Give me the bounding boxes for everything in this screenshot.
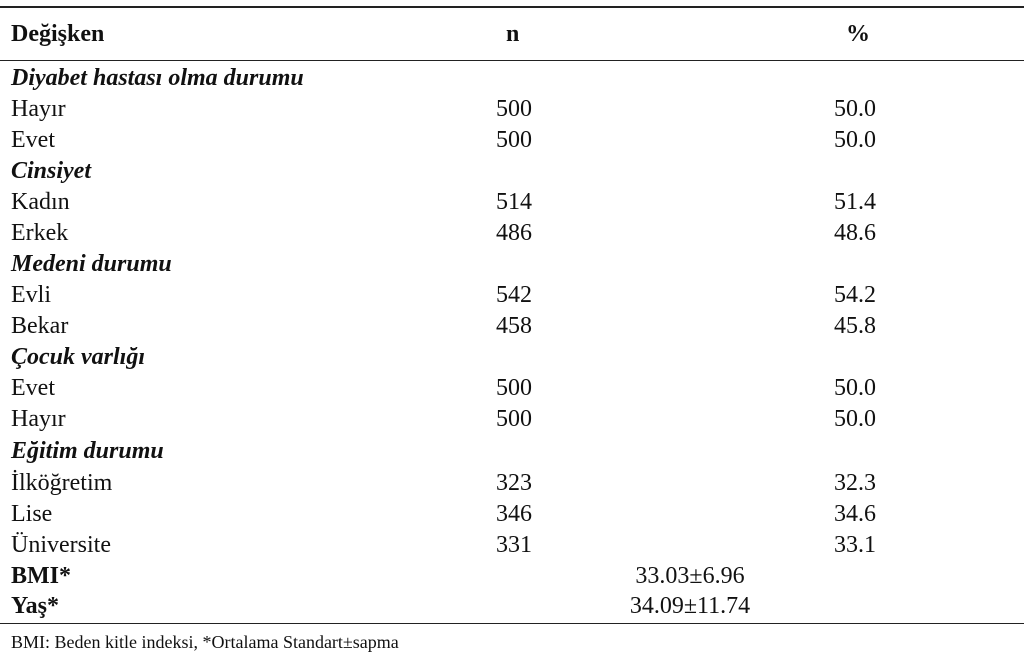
- table-bottom-rule: [0, 623, 1024, 624]
- table-row: [0, 218, 1024, 249]
- table-header-row: [0, 19, 1024, 50]
- row-percent: 50.0: [834, 406, 876, 432]
- row-label: Bekar: [11, 313, 69, 339]
- table-row: [0, 530, 1024, 561]
- row-n: 458: [496, 313, 532, 339]
- section-children: [0, 342, 1024, 373]
- row-percent: 50.0: [834, 375, 876, 401]
- summary-row-age: [0, 591, 1024, 622]
- summary-row-bmi: [0, 561, 1024, 592]
- section-education: [0, 436, 1024, 467]
- header-n: n: [506, 21, 520, 47]
- row-label: İlköğretim: [11, 470, 113, 496]
- table-row: [0, 468, 1024, 499]
- row-n: 331: [496, 532, 532, 558]
- row-percent: 54.2: [834, 282, 876, 308]
- section-label: Diyabet hastası olma durumu: [11, 65, 304, 91]
- table-row: [0, 94, 1024, 125]
- row-label: Hayır: [11, 96, 66, 122]
- row-label: Erkek: [11, 220, 69, 246]
- row-label: Üniversite: [11, 532, 111, 558]
- row-percent: 33.1: [834, 532, 876, 558]
- section-gender: [0, 156, 1024, 187]
- table-top-rule: [0, 6, 1024, 8]
- section-label: Cinsiyet: [11, 158, 92, 184]
- table-row: [0, 373, 1024, 404]
- row-percent: 45.8: [834, 313, 876, 339]
- row-percent: 50.0: [834, 127, 876, 153]
- row-percent: 32.3: [834, 470, 876, 496]
- table-row: [0, 311, 1024, 342]
- row-label: Evli: [11, 282, 51, 308]
- table-row: [0, 187, 1024, 218]
- header-percent: %: [846, 21, 870, 47]
- table-row: [0, 280, 1024, 311]
- section-diabetes: [0, 63, 1024, 94]
- row-label: BMI*: [11, 563, 71, 589]
- table-row: [0, 499, 1024, 530]
- row-n: 486: [496, 220, 532, 246]
- table-row: [0, 125, 1024, 156]
- row-label: Lise: [11, 501, 53, 527]
- row-percent: 50.0: [834, 96, 876, 122]
- row-n: 346: [496, 501, 532, 527]
- row-n: 500: [496, 96, 532, 122]
- section-label: Eğitim durumu: [11, 438, 164, 464]
- table-row: [0, 404, 1024, 435]
- row-n: 500: [496, 406, 532, 432]
- row-label: Evet: [11, 375, 55, 401]
- row-n: 500: [496, 375, 532, 401]
- row-n: 323: [496, 470, 532, 496]
- section-label: Medeni durumu: [11, 251, 172, 277]
- row-percent: 48.6: [834, 220, 876, 246]
- table-header-rule: [0, 60, 1024, 61]
- row-label: Yaş*: [11, 593, 60, 619]
- row-mean-sd: 34.09±11.74: [629, 593, 751, 619]
- section-label: Çocuk varlığı: [11, 344, 146, 370]
- row-n: 500: [496, 127, 532, 153]
- row-percent: 34.6: [834, 501, 876, 527]
- row-mean-sd: 33.03±6.96: [635, 563, 745, 589]
- row-label: Hayır: [11, 406, 66, 432]
- row-label: Evet: [11, 127, 55, 153]
- row-n: 514: [496, 189, 532, 215]
- header-variable: Değişken: [11, 21, 105, 47]
- table-footnote: BMI: Beden kitle indeksi, *Ortalama Standart±sapma: [11, 632, 399, 652]
- section-marital: [0, 249, 1024, 280]
- row-n: 542: [496, 282, 532, 308]
- row-percent: 51.4: [834, 189, 876, 215]
- row-label: Kadın: [11, 189, 70, 215]
